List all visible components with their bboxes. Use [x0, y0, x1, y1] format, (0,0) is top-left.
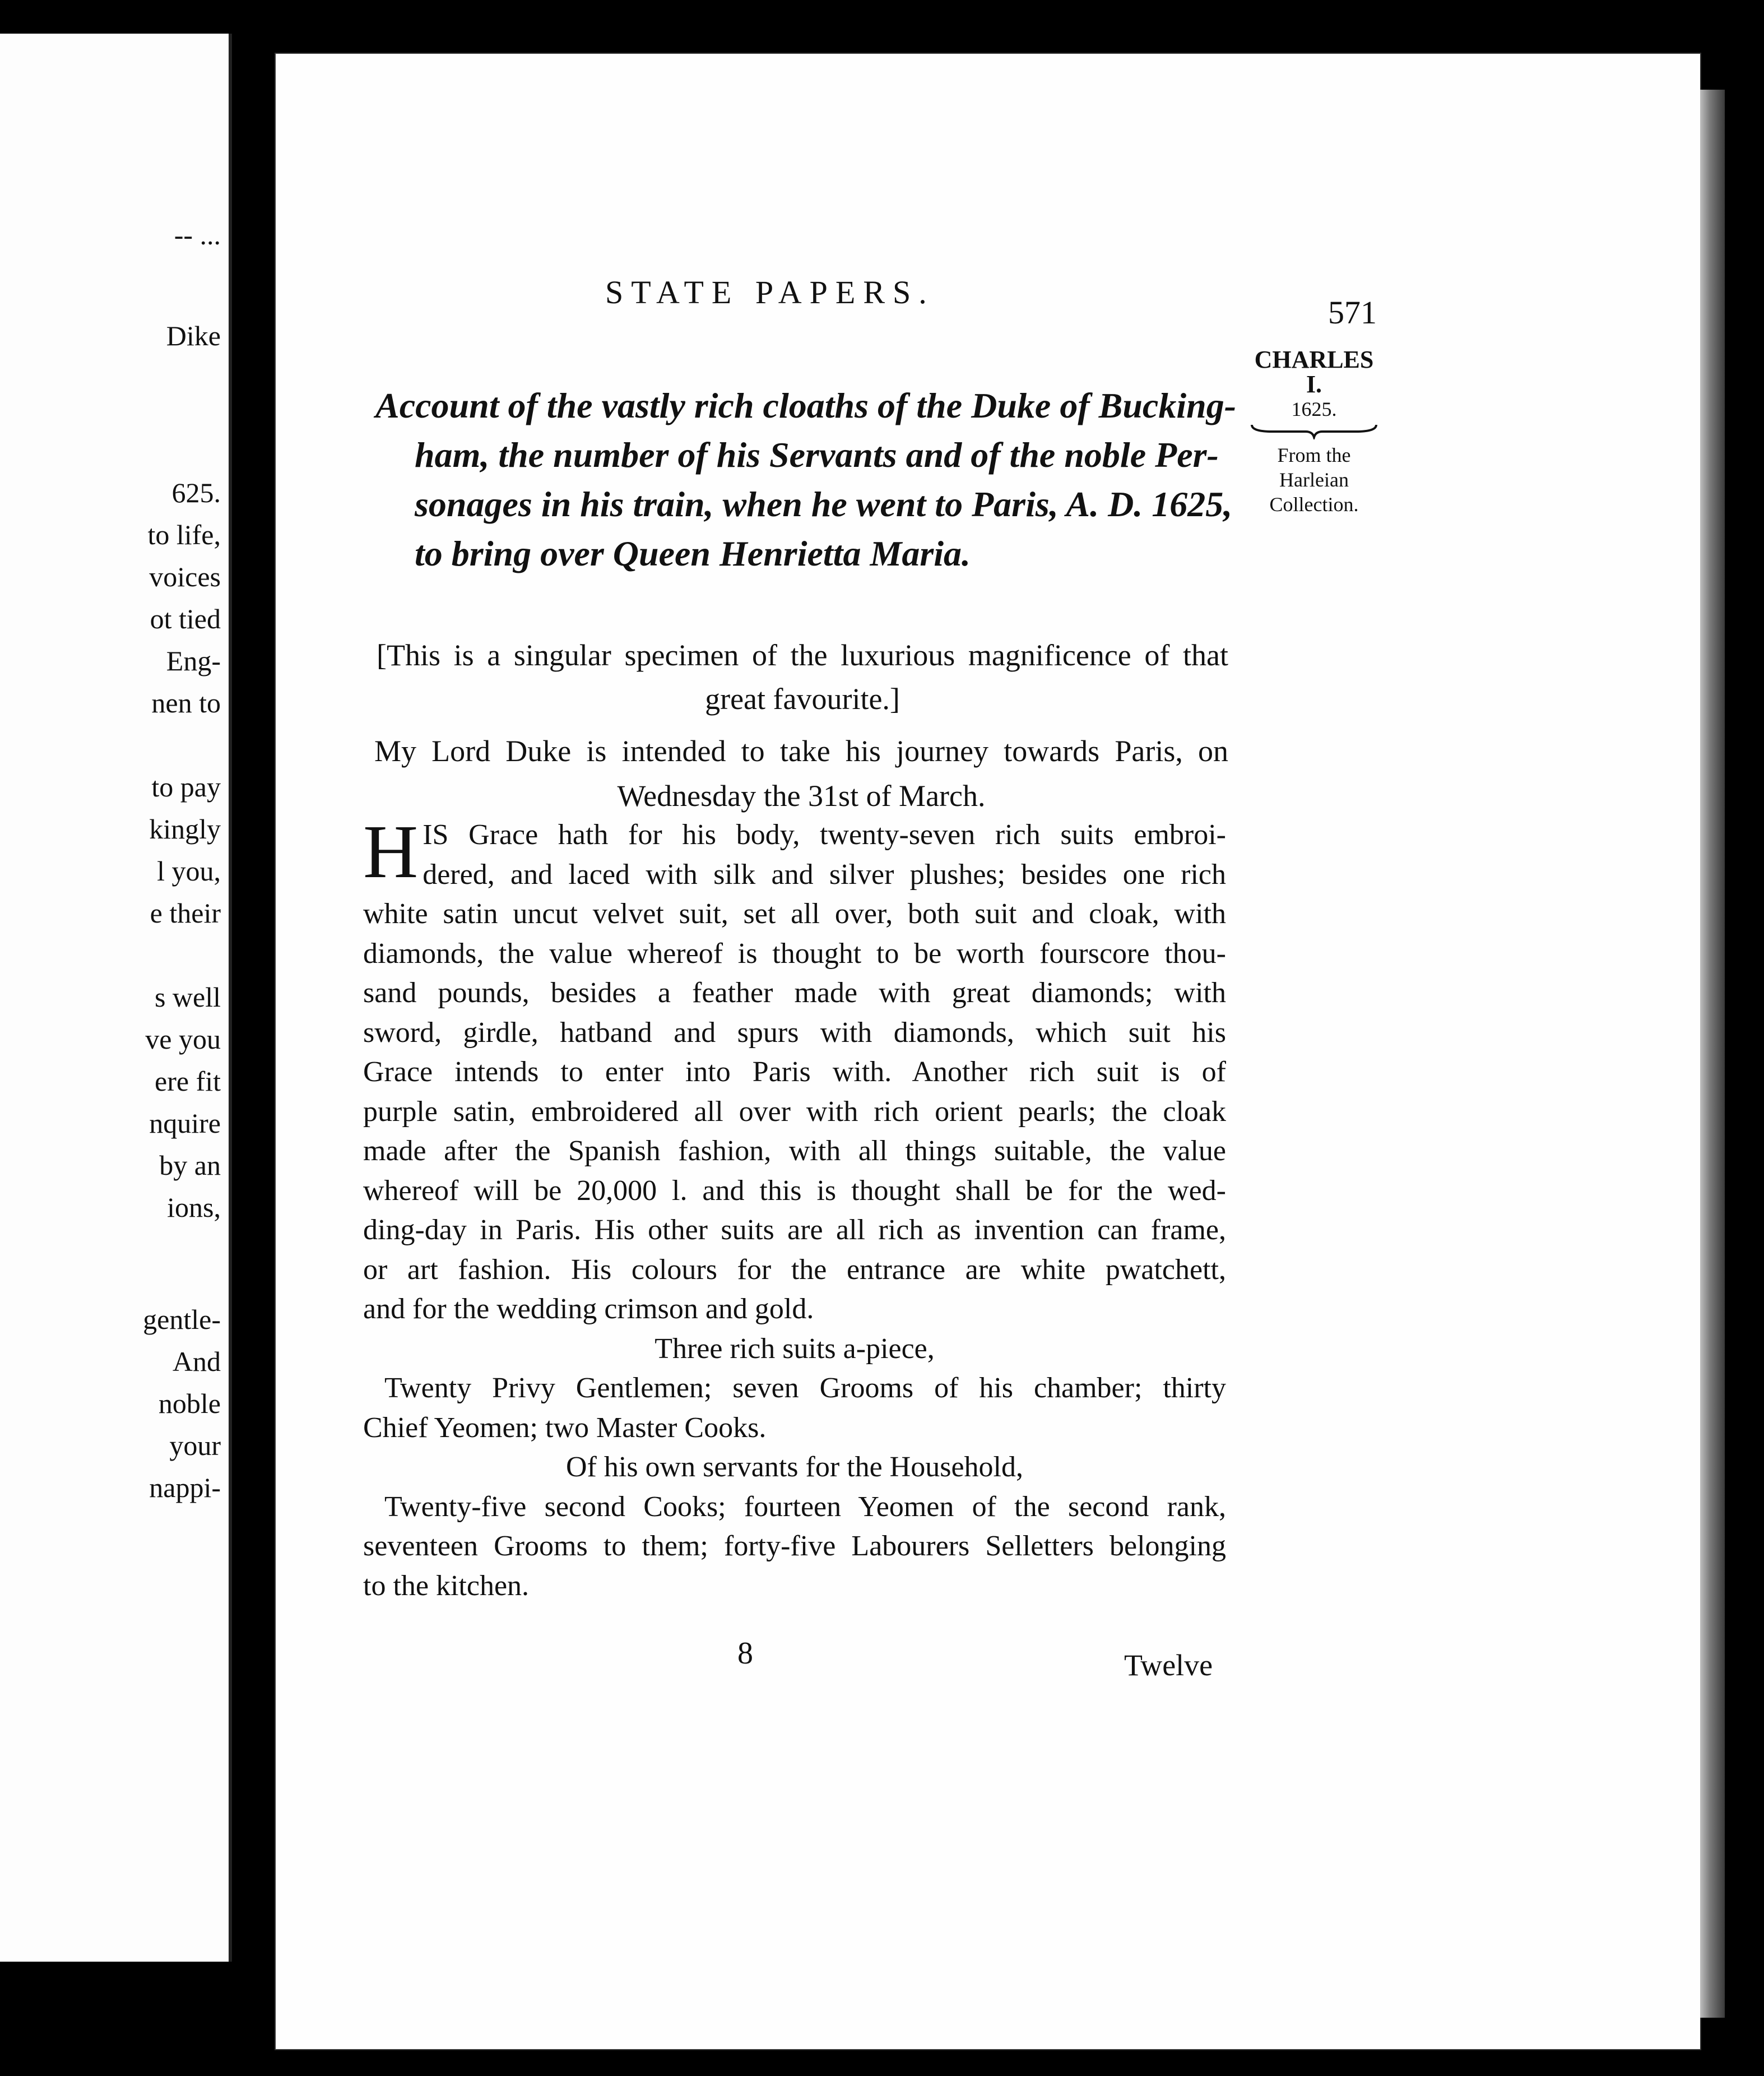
body-line: IS Grace hath for his body, twenty-seven rich suits embroi-	[423, 819, 1226, 851]
left-page-line: l you,	[157, 855, 221, 887]
signature-mark: 8	[737, 1636, 753, 1671]
left-page-line: your	[169, 1430, 221, 1461]
left-page-line: to life,	[147, 519, 221, 550]
left-page-line: ere fit	[155, 1065, 221, 1097]
left-page-line: 625.	[171, 477, 221, 508]
left-page-line: nappi-	[149, 1472, 221, 1503]
body-line: seventeen Grooms to them; forty-five Labourers Selletters belonging	[363, 1530, 1226, 1562]
title-line: to bring over Queen Henrietta Maria.	[415, 534, 971, 573]
page-number: 571	[1328, 294, 1377, 331]
margin-note-reign: CHARLES	[1254, 346, 1374, 373]
intro-paragraph: My Lord Duke is intended to take his journey towards Paris, on Wednesday the 31st of March.	[374, 734, 1228, 813]
left-page-line: noble	[158, 1388, 221, 1419]
body-line: sword, girdle, hatband and spurs with diamonds, which suit his	[363, 1016, 1226, 1049]
document-title	[375, 381, 1250, 578]
catchword: Twelve	[1124, 1648, 1213, 1682]
left-page-line: Dike	[166, 320, 221, 351]
body-line: dered, and laced with silk and silver plushes; besides one rich	[423, 858, 1226, 891]
left-page-top-fragment: -- ...	[174, 219, 221, 251]
body-line: sand pounds, besides a feather made with great diamonds; with	[363, 977, 1226, 1009]
title-line: ham, the number of his Servants and of the noble Per-	[415, 435, 1219, 475]
body-line: to the kitchen.	[363, 1569, 530, 1602]
body-line: made after the Spanish fashion, with all things suitable, the value	[363, 1135, 1226, 1167]
body-line: ding-day in Paris. His other suits are all rich as invention can frame,	[363, 1214, 1226, 1246]
brace-icon	[1250, 423, 1378, 439]
body-line: diamonds, the value whereof is thought to be worth fourscore thou-	[363, 937, 1226, 970]
body-line: purple satin, embroidered all over with rich orient pearls; the cloak	[363, 1095, 1226, 1128]
left-page-line: And	[172, 1346, 221, 1377]
margin-note-source-line: Harleian	[1279, 469, 1349, 491]
left-page-line: to pay	[151, 771, 221, 803]
left-page-line: gentle-	[143, 1304, 221, 1335]
body-line: and for the wedding crimson and gold.	[363, 1293, 814, 1325]
body-line: or art fashion. His colours for the entrance are white pwatchett,	[363, 1253, 1226, 1286]
body-line: Chief Yeomen; two Master Cooks.	[363, 1411, 767, 1444]
left-page-line: s well	[154, 981, 221, 1013]
body-line: Twenty Privy Gentlemen; seven Grooms of his chamber; thirty	[384, 1372, 1226, 1404]
margin-note	[1233, 347, 1395, 517]
title-line: sonages in his train, when he went to Paris, A. D. 1625,	[415, 484, 1233, 524]
left-page-line: ve you	[145, 1023, 221, 1055]
left-page-line: Eng-	[166, 645, 221, 676]
facing-page-fragment	[0, 34, 232, 1962]
body-line: Twenty-five second Cooks; fourteen Yeomen of the second rank,	[384, 1490, 1226, 1523]
margin-note-year: 1625.	[1291, 398, 1337, 420]
left-page-line: kingly	[149, 813, 221, 845]
title-line: Account of the vastly rich cloaths of the Duke of Bucking-	[375, 386, 1236, 425]
left-page-line: nen to	[151, 687, 221, 719]
margin-note-source-line: Collection.	[1269, 493, 1359, 516]
body-subheading: Of his own servants for the Household,	[566, 1451, 1023, 1483]
left-page-line: ions,	[167, 1192, 221, 1223]
left-page-line: ot tied	[150, 603, 221, 634]
body-text	[363, 810, 1226, 1606]
body-line: Grace intends to enter into Paris with. Another rich suit is of	[363, 1056, 1226, 1088]
margin-note-numeral: I.	[1306, 370, 1322, 398]
editor-note: [This is a singular specimen of the luxurious magnificence of that great favourite.]	[377, 638, 1228, 716]
left-page-line: by an	[159, 1150, 221, 1181]
body-line: white satin uncut velvet suit, set all over, both suit and cloak, with	[363, 898, 1226, 930]
drop-cap: H	[363, 810, 419, 894]
left-page-line: voices	[149, 561, 221, 592]
left-page-line: nquire	[149, 1107, 221, 1139]
running-head: STATE PAPERS.	[605, 274, 935, 311]
left-page-line: e their	[150, 897, 221, 929]
margin-note-source-line: From the	[1277, 444, 1351, 466]
page-edge-shadow	[1700, 90, 1725, 2018]
body-line: whereof will be 20,000 l. and this is thought shall be for the wed-	[363, 1174, 1226, 1207]
body-subheading: Three rich suits a-piece,	[654, 1332, 935, 1365]
